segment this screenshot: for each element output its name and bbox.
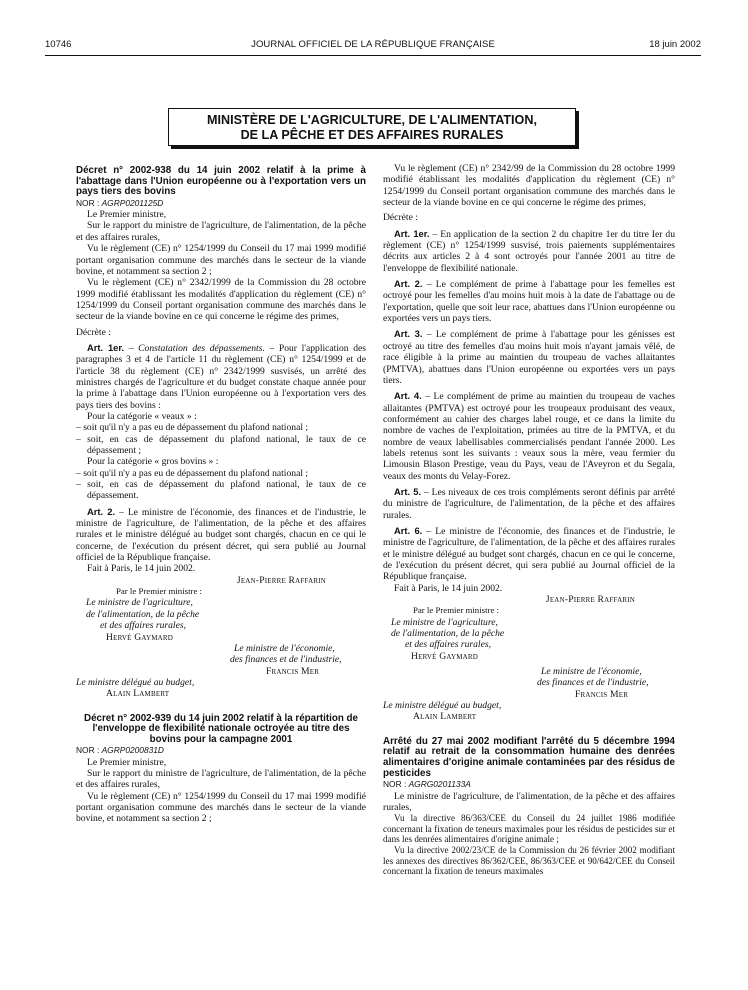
- decree-938-pm-signature: Jean-Pierre Raffarin: [236, 574, 326, 586]
- category-veaux-bullet-1: – soit qu'il n'y a pas eu de dépassement du plafond national ;: [76, 422, 309, 434]
- issue-date: 18 juin 2002: [649, 39, 701, 50]
- decree-939-p1: Le Premier ministre,: [87, 756, 167, 768]
- decree-939-p2: Sur le rapport du ministre de l'agriculture, de l'alimentation, de la pêche et des affaires rurales,: [76, 768, 366, 791]
- decree-938-title: Décret n° 2002-938 du 14 juin 2002 relatif à la prime à l'abattage dans l'Union européenne ou à l'exportation vers un pays tiers des bovins: [76, 165, 366, 198]
- decree-938-min-budget-name: Alain Lambert: [106, 688, 170, 700]
- decree-938-article-1: Art. 1er. – Constatation des dépassements. – Pour l'application des paragraphes 3 et 4 de l'article 11 du règlement (CE) n° 1254/1999 et de l'article 38 du règlement (CE) n° 2342/1999 susvisés, un arrêté des ministres chargés de l'agriculture et du budget constate chaque année pour la prime à l'abattage dans l'Union européenne ou à l'exportation vers des pays tiers des bovins :: [76, 341, 366, 411]
- right-column: [383, 163, 675, 877]
- decree-938-article-2: Art. 2. – Le ministre de l'économie, des finances et de l'industrie, le ministre de l'agriculture, de l'alimentation, de la pêche et des affaires rurales et le ministre délégué au budget sont chargés, chacun en ce qui le concerne, de l'exécution du présent décret, qui sera publié au Journal officiel de la République française.: [76, 505, 366, 564]
- decree-939-min-budget-name: Alain Lambert: [413, 711, 477, 723]
- decree-939-p4: Vu le règlement (CE) n° 2342/99 de la Commission du 28 octobre 1999 modifié établissant les modalités d'application du règlement (CE) n° 1254/1999 du Conseil portant organisation commune des marchés dans le secteur de la viande bovine en ce qui concerne le régime des primes,: [383, 163, 675, 209]
- page-header: [45, 39, 701, 53]
- decree-939-pm-signature: Jean-Pierre Raffarin: [545, 594, 635, 606]
- decree-938-min-eco-1: Le ministre de l'économie,: [234, 642, 335, 654]
- arrete-title: Arrêté du 27 mai 2002 modifiant l'arrêté du 5 décembre 1994 relatif au retrait de la consommation humaine des denrées alimentaires d'origine animale contaminées par des résidus de pesticides: [383, 735, 675, 779]
- category-gros-bovins-bullet-1: – soit qu'il n'y a pas eu de dépassement du plafond national ;: [76, 467, 309, 479]
- decree-938-nor: NOR : AGRP0201125D: [76, 197, 164, 208]
- decree-939-min-agri-1: Le ministre de l'agriculture,: [391, 616, 498, 628]
- decree-938-min-agri-2: de l'alimentation, de la pêche: [86, 608, 200, 620]
- decree-939-article-2: Art. 2. – Le complément de prime à l'abattage pour les femelles est octroyé pour les femelles d'au moins huit mois à la date de l'abattage ou de l'exportation, quelle que soit leur race, abattues dans l'Union européenne ou exportées vers un pays tiers.: [383, 278, 676, 325]
- header-rule: [45, 55, 701, 56]
- ministry-line-1: MINISTÈRE DE L'AGRICULTURE, DE L'ALIMENTATION,: [207, 113, 537, 127]
- category-gros-bovins-bullet-2: – soit, en cas de dépassement du plafond national, le taux de ce dépassement.: [76, 479, 366, 502]
- decree-938-par-premier-ministre: Par le Premier ministre :: [116, 586, 202, 597]
- decree-939-nor: NOR : AGRP0200831D: [76, 745, 164, 756]
- decree-939-article-6: Art. 6. – Le ministre de l'économie, des finances et de l'industrie, le ministre de l'agriculture, de l'alimentation, de la pêche et des affaires rurales et le ministre délégué au budget sont chargés, chacun en ce qui le concerne, de l'exécution du présent décret, qui sera publié au Journal officiel de la République française.: [383, 524, 675, 583]
- decree-939-min-agri-name: Hervé Gaymard: [411, 650, 479, 662]
- decree-938-p3: Vu le règlement (CE) n° 1254/1999 du Conseil du 17 mai 1999 modifié portant organisation commune des marchés dans le secteur de la viande bovine, et notamment sa section 2 ;: [76, 243, 366, 277]
- decree-939-min-eco-2: des finances et de l'industrie,: [537, 677, 649, 689]
- decree-938-p4: Vu le règlement (CE) n° 2342/1999 de la Commission du 28 octobre 1999 modifié établissant les modalités d'application du règlement (CE) n° 1254/1999 du Conseil portant organisation commune des marchés dans le secteur de la viande bovine en ce qui concerne le régime des primes,: [76, 277, 366, 323]
- arrete-p1: Le ministre de l'agriculture, de l'alimentation, de la pêche et des affaires rurales,: [383, 790, 675, 813]
- decree-939-article-1: Art. 1er. – En application de la section 2 du chapitre 1er du titre Ier du règlement (CE) n° 1254/1999 susvisé, trois paiements supplémentaires décrits aux articles 2 à 4 sont octroyés pour l'année 2001 au titre de l'enveloppe de flexibilité nationale.: [383, 227, 675, 274]
- ministry-line-2: DE LA PÊCHE ET DES AFFAIRES RURALES: [240, 128, 504, 142]
- left-column: [76, 166, 366, 825]
- decree-939-par-premier-ministre: Par le Premier ministre :: [413, 605, 499, 616]
- decree-939-p3: Vu le règlement (CE) n° 1254/1999 du Conseil du 17 mai 1999 modifié portant organisation commune des marchés dans le secteur de la viande bovine, et notamment sa section 2 ;: [76, 790, 366, 825]
- decree-938-min-agri-3: et des affaires rurales,: [100, 620, 186, 632]
- decree-939-decrete: Décrète :: [383, 212, 418, 224]
- decree-938-p2: Sur le rapport du ministre de l'agriculture, de l'alimentation, de la pêche et des affaires rurales,: [76, 220, 366, 243]
- decree-938-min-budget: Le ministre délégué au budget,: [76, 676, 195, 688]
- decree-939-article-3: Art. 3. – Le complément de prime à l'abattage pour les génisses est octroyé au titre des femelles d'au moins huit mois n'ayant jamais vêlé, de race éligible à la prime au maintien du troupeau de vaches allaitantes (PMTVA), abattues dans l'Union européenne ou exportées vers un pays tiers.: [383, 328, 675, 386]
- decree-938-min-agri-1: Le ministre de l'agriculture,: [86, 597, 193, 609]
- decree-939-article-4: Art. 4. – Le complément de prime au maintien du troupeau de vaches allaitantes (PMTVA) est octroyé pour les troupeaux produisant des veaux, conformément au cahier des charges label rouge, et ce dans la limite du nombre de vaches de l'exploitation, primées au titre de la PMTVA, et du nombre de veaux labellisables commercialisés pendant l'année 2000. Les labels retenus sont les suivants : veaux sous la mère, veau fermier du Limousin Blason Prestige, veau du Pays, veau de l'Aveyron et du Segala, veaux des monts du Velay-Forez.: [383, 390, 675, 482]
- decree-938-decrete: Décrète :: [76, 326, 111, 338]
- decree-939-article-5: Art. 5. – Les niveaux de ces trois compléments seront définis par arrêté du ministre de l'agriculture, de l'alimentation, de la pêche et des affaires rurales.: [383, 485, 675, 521]
- decree-938-fait: Fait à Paris, le 14 juin 2002.: [87, 563, 196, 575]
- arrete-nor: NOR : AGRG0201133A: [383, 779, 471, 790]
- decree-939-min-budget: Le ministre délégué au budget,: [383, 700, 502, 712]
- ministry-heading-box: [168, 108, 576, 146]
- decree-939-min-agri-3: et des affaires rurales,: [405, 639, 491, 651]
- category-veaux: Pour la catégorie « veaux » :: [87, 410, 197, 422]
- category-gros-bovins: Pour la catégorie « gros bovins » :: [87, 456, 219, 468]
- arrete-p2: Vu la directive 86/363/CEE du Conseil du 24 juillet 1986 modifiée concernant la fixation de teneurs maximales pour les résidus de pesticides sur et dans les denrées alimentaires d'origine animale ;: [383, 813, 675, 845]
- page-number: 10746: [45, 39, 72, 50]
- decree-938-min-eco-2: des finances et de l'industrie,: [230, 654, 342, 666]
- journal-title: JOURNAL OFFICIEL DE LA RÉPUBLIQUE FRANÇAISE: [251, 39, 495, 50]
- decree-939-title: Décret n° 2002-939 du 14 juin 2002 relatif à la répartition de l'enveloppe de flexibilité nationale octroyée au titre des bovins pour la campagne 2001: [84, 712, 358, 745]
- decree-939-fait: Fait à Paris, le 14 juin 2002.: [394, 582, 503, 594]
- arrete-p3: Vu la directive 2002/23/CE de la Commission du 26 février 2002 modifiant les annexes des directives 86/362/CEE, 86/363/CEE et 90/642/CEE du Conseil concernant la fixation de teneurs maximales: [383, 845, 675, 877]
- category-veaux-bullet-2: – soit, en cas de dépassement du plafond national, le taux de ce dépassement ;: [76, 433, 366, 456]
- decree-939-min-eco-1: Le ministre de l'économie,: [541, 666, 642, 678]
- decree-938-min-agri-name: Hervé Gaymard: [106, 631, 174, 643]
- decree-938-p1: Le Premier ministre,: [87, 209, 167, 221]
- decree-938-min-eco-name: Francis Mer: [266, 665, 320, 677]
- decree-939-min-agri-2: de l'alimentation, de la pêche: [391, 628, 505, 640]
- decree-939-min-eco-name: Francis Mer: [575, 688, 629, 700]
